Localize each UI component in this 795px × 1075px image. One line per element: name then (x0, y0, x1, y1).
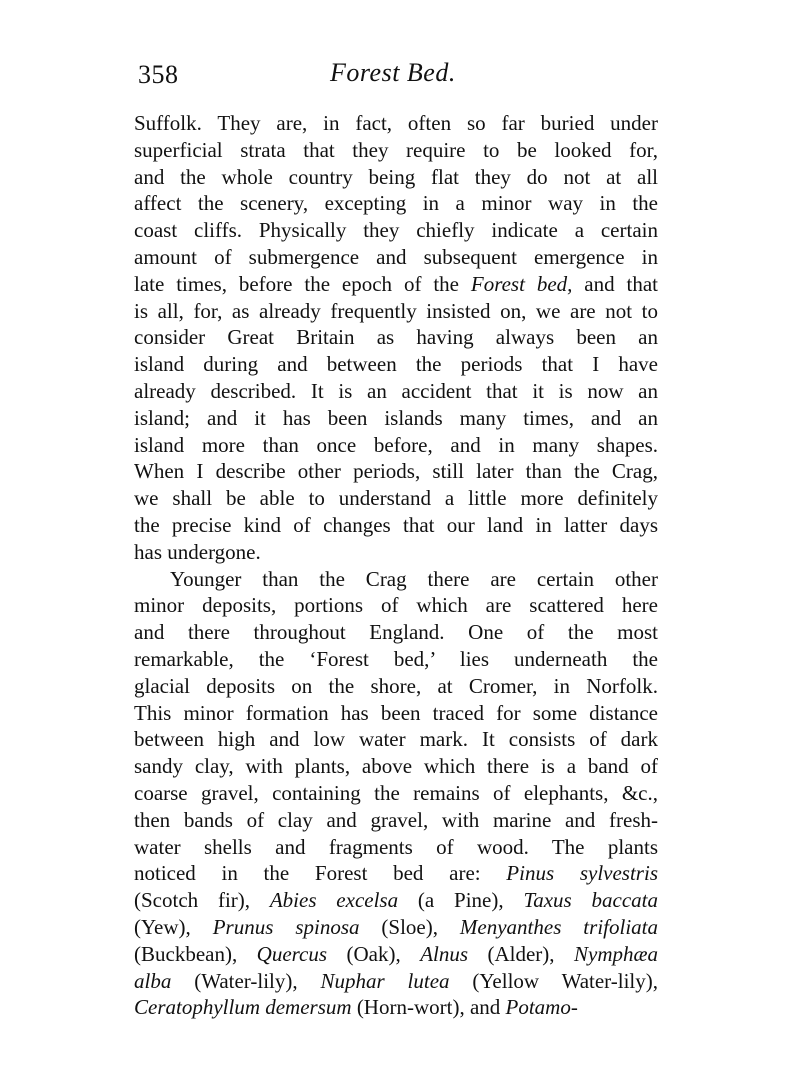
italic-text: Menyanthes trifoliata (459, 914, 658, 939)
italic-text: Forest bed, (470, 271, 573, 296)
text-line (134, 592, 658, 619)
text-run: consider Great Britain as having always been an (134, 325, 658, 350)
text-run: is all, for, as already frequently insisted on, we are not to (134, 298, 658, 323)
text-line (134, 673, 658, 700)
text-line (134, 190, 658, 217)
italic-text: Nymphæa (574, 941, 658, 966)
text-run: Suffolk. They are, in fact, often so far buried under (134, 111, 658, 135)
italic-text: Quercus (256, 941, 328, 966)
text-run: superficial strata that they require to be looked for, (134, 137, 658, 162)
paragraph (134, 566, 658, 1022)
text-line (134, 887, 658, 914)
text-line (134, 458, 658, 485)
text-run: (Alder), (468, 941, 574, 966)
text-run: (a Pine), (398, 888, 524, 913)
text-run: remarkable, the ‘Forest bed,’ lies underneath the (134, 646, 658, 671)
text-line (134, 539, 658, 566)
text-run: (Horn-wort), and (351, 995, 506, 1020)
text-run: island during and between the periods that I have (134, 352, 658, 377)
text-run: (Yew), (134, 914, 213, 939)
text-line (134, 512, 658, 539)
text-line (134, 405, 658, 432)
text-line (134, 646, 658, 673)
italic-text: Alnus (420, 941, 469, 966)
italic-text: Pinus sylvestris (506, 861, 658, 886)
text-run: This minor formation has been traced for some distance (134, 700, 658, 725)
text-run: and that (572, 271, 659, 296)
text-run: (Oak), (327, 941, 421, 966)
text-line (134, 700, 658, 727)
text-run: Younger than the Crag there are certain other (170, 566, 658, 591)
text-line (134, 566, 658, 593)
text-line (134, 432, 658, 459)
text-line (134, 780, 658, 807)
text-line (134, 807, 658, 834)
text-line (134, 110, 658, 137)
text-line (134, 164, 658, 191)
text-run: noticed in the Forest bed are: (134, 861, 507, 886)
text-run: (Water-lily), (171, 968, 321, 993)
text-run: amount of submergence and subsequent emergence in (134, 244, 658, 269)
text-run: water shells and fragments of wood. The plants (134, 834, 658, 859)
text-run: (Scotch fir), (134, 888, 270, 913)
text-line (134, 619, 658, 646)
text-run: affect the scenery, excepting in a minor way in the (134, 191, 658, 216)
text-run: and the whole country being flat they do not at all (134, 164, 658, 189)
italic-text: Ceratophyllum demersum (134, 995, 352, 1020)
text-run: late times, before the epoch of the (134, 271, 471, 296)
text-line (134, 914, 658, 941)
text-line (134, 271, 658, 298)
text-line (134, 298, 658, 325)
text-line (134, 485, 658, 512)
text-run: the precise kind of changes that our land in latter days (134, 512, 658, 537)
text-run: coast cliffs. Physically they chiefly indicate a certain (134, 218, 658, 243)
text-line (134, 217, 658, 244)
text-line (134, 753, 658, 780)
text-line (134, 968, 658, 995)
text-line (134, 324, 658, 351)
text-line (134, 726, 658, 753)
text-line (134, 860, 658, 887)
italic-text: Abies excelsa (269, 888, 399, 913)
text-run: and there throughout England. One of the most (134, 620, 658, 645)
text-run: island; and it has been islands many times, and an (134, 405, 658, 430)
paragraph (134, 110, 658, 566)
italic-text: Nuphar lutea (320, 968, 450, 993)
text-line (134, 378, 658, 405)
italic-text: Potamo- (505, 995, 578, 1020)
text-run: (Yellow Water-lily), (449, 968, 658, 993)
text-line (134, 834, 658, 861)
text-run: we shall be able to understand a little more definitely (134, 486, 658, 511)
text-run: then bands of clay and gravel, with marine and fresh- (134, 807, 658, 832)
page-number: 358 (138, 60, 179, 89)
text-run: island more than once before, and in many shapes. (134, 432, 658, 457)
italic-text: alba (134, 968, 172, 993)
text-run: between high and low water mark. It consists of dark (134, 727, 658, 752)
text-line (134, 244, 658, 271)
text-line (134, 351, 658, 378)
text-run: When I describe other periods, still later than the Crag, (134, 459, 658, 484)
text-line (134, 941, 658, 968)
text-run: minor deposits, portions of which are scattered here (134, 593, 658, 618)
running-head: Forest Bed. (330, 58, 456, 87)
italic-text: Taxus baccata (523, 888, 658, 913)
text-line (134, 137, 658, 164)
text-run: (Sloe), (359, 914, 460, 939)
text-run: coarse gravel, containing the remains of elephants, &c., (134, 780, 658, 805)
text-run: (Buckbean), (134, 941, 257, 966)
text-line (134, 994, 658, 1021)
body-text (134, 110, 658, 1021)
text-run: has undergone. (134, 539, 261, 564)
italic-text: Prunus spinosa (212, 914, 360, 939)
text-run: glacial deposits on the shore, at Cromer, in Norfolk. (134, 673, 658, 698)
text-run: sandy clay, with plants, above which there is a band of (134, 754, 658, 779)
text-run: already described. It is an accident that it is now an (134, 378, 658, 403)
